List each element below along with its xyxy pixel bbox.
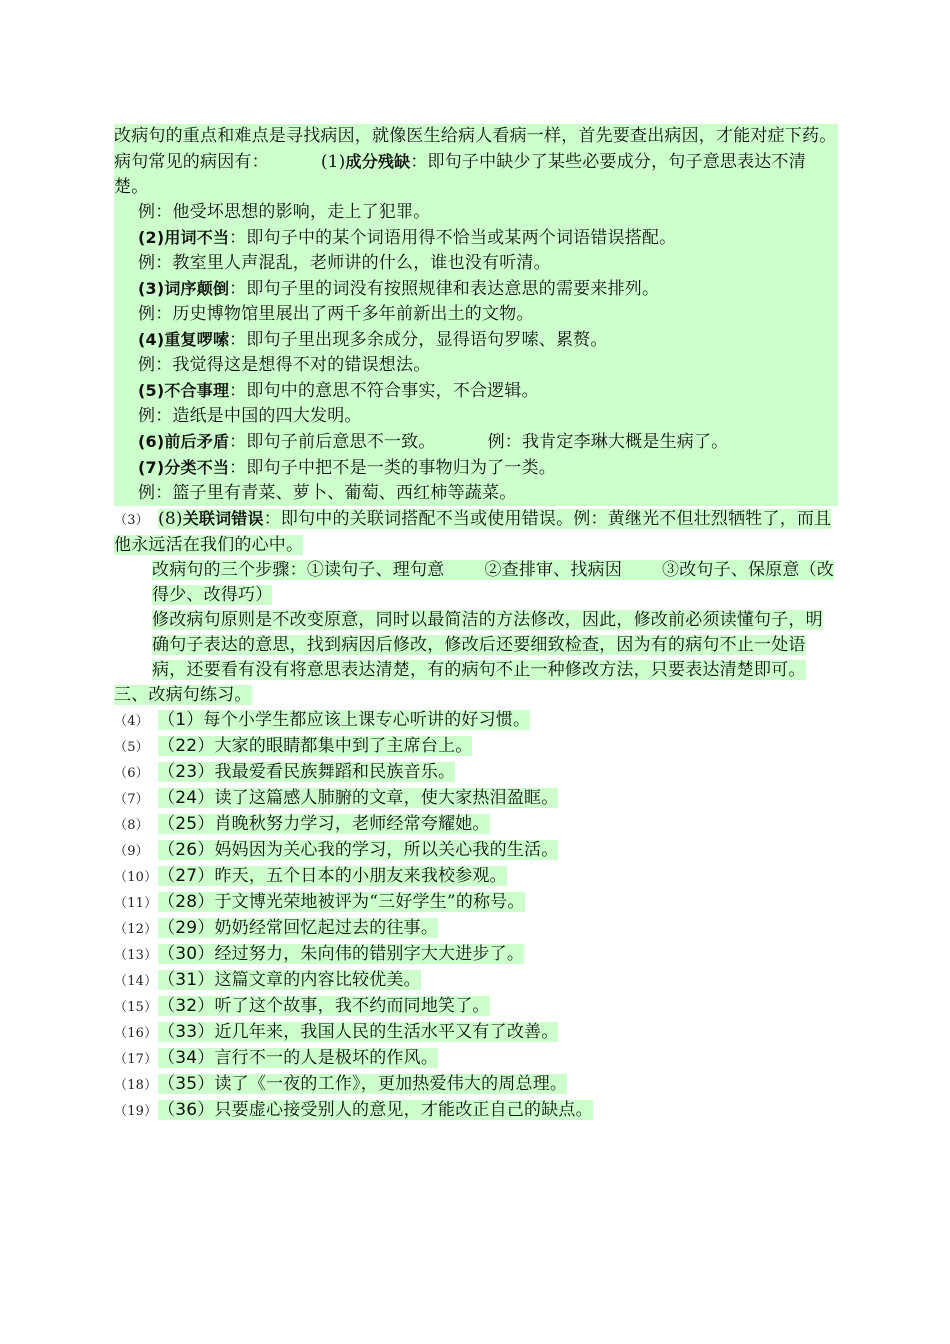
list-marker: （11） bbox=[114, 896, 158, 911]
list-marker: （8） bbox=[114, 818, 149, 833]
principle-paragraph bbox=[114, 608, 838, 683]
practice-sentence bbox=[158, 1022, 558, 1042]
list-marker: （18） bbox=[114, 1078, 158, 1093]
practice-text: 奶奶经常回忆起过去的往事。 bbox=[214, 918, 439, 938]
list-marker: （19） bbox=[114, 1104, 158, 1119]
practice-item bbox=[114, 760, 838, 786]
practice-sentence bbox=[158, 1048, 438, 1068]
practice-text: 肖晚秋努力学习，老师经常夸耀她。 bbox=[214, 814, 490, 834]
practice-sentence bbox=[158, 996, 490, 1016]
practice-item bbox=[114, 994, 838, 1020]
cause-4-def: ：即句子里出现多余成分，显得语句罗嗦、累赘。 bbox=[229, 330, 608, 350]
practice-item bbox=[114, 968, 838, 994]
practice-text: 听了这个故事，我不约而同地笑了。 bbox=[214, 996, 490, 1016]
cause-3-example: 例：历史博物馆里展出了两千多年前新出土的文物。 bbox=[138, 304, 534, 324]
causes-block bbox=[114, 124, 838, 506]
cause-1-example: 例：他受坏思想的影响，走上了犯罪。 bbox=[138, 202, 431, 222]
practice-sentence bbox=[158, 736, 472, 756]
practice-text: 大家的眼睛都集中到了主席台上。 bbox=[214, 736, 473, 756]
cause-7 bbox=[114, 455, 838, 481]
steps-label: 改病句的三个步骤： bbox=[152, 560, 307, 580]
practice-text: 言行不一的人是极坏的作风。 bbox=[214, 1048, 439, 1068]
practice-list bbox=[114, 708, 838, 1124]
list-marker: （5） bbox=[114, 740, 149, 755]
cause-6-term: (6)前后矛盾 bbox=[138, 432, 230, 451]
practice-item bbox=[114, 864, 838, 890]
practice-number: （28） bbox=[158, 892, 215, 912]
cause-1-def: ：即句子中缺少了某些必要成分，句子意思表达不清楚。 bbox=[114, 152, 806, 197]
cause-8-def: ：即句中的关联词搭配不当或使用错误。例：黄继光不但壮烈牺牲了，而且他永远活在我们的心中。 bbox=[114, 509, 832, 555]
list-marker: （13） bbox=[114, 948, 158, 963]
practice-item bbox=[114, 1046, 838, 1072]
practice-number: （35） bbox=[158, 1074, 215, 1094]
list-marker: （4） bbox=[114, 714, 149, 729]
cause-8-num: (8) bbox=[158, 509, 183, 529]
practice-sentence bbox=[158, 788, 558, 808]
principle-block bbox=[114, 608, 838, 708]
steps-tail: （改得少、改得巧） bbox=[152, 560, 835, 605]
cause-7-term: (7)分类不当 bbox=[138, 458, 230, 477]
practice-number: （29） bbox=[158, 918, 215, 938]
cause-2-term: (2)用词不当 bbox=[138, 228, 230, 247]
practice-sentence bbox=[158, 970, 421, 990]
list-marker: （6） bbox=[114, 766, 149, 781]
cause-5-term: (5)不合事理 bbox=[138, 381, 230, 400]
step-3: ③改句子、保原意 bbox=[662, 560, 800, 580]
cause-2-example: 例：教室里人声混乱，老师讲的什么，谁也没有听清。 bbox=[138, 253, 551, 273]
cause-3-term: (3)词序颠倒 bbox=[138, 279, 230, 298]
section-title: 三、改病句练习。 bbox=[114, 685, 252, 705]
practice-sentence bbox=[158, 944, 524, 964]
practice-number: （24） bbox=[158, 788, 215, 808]
cause-2-def: ：即句子中的某个词语用得不恰当或某两个词语错误搭配。 bbox=[229, 228, 677, 248]
cause-8-block bbox=[114, 506, 838, 558]
practice-number: （22） bbox=[158, 736, 215, 756]
intro-paragraph bbox=[114, 124, 838, 200]
practice-text: 我最爱看民族舞蹈和民族音乐。 bbox=[214, 762, 456, 782]
practice-item bbox=[114, 838, 838, 864]
practice-number: （30） bbox=[158, 944, 215, 964]
practice-sentence bbox=[158, 710, 530, 730]
cause-3 bbox=[114, 276, 838, 302]
steps-block bbox=[114, 558, 838, 608]
cause-5-def: ：即句中的意思不符合事实，不合逻辑。 bbox=[229, 381, 539, 401]
cause-7-def: ：即句子中把不是一类的事物归为了一类。 bbox=[229, 458, 556, 478]
principle-text: 修改病句原则是不改变原意，同时以最简洁的方法修改，因此，修改前必须读懂句子，明确句子表达的意思，找到病因后修改，修改后还要细致检查，因为有的病句不止一处语病，还要看有没有将意思表达清楚，有的病句不止一种修改方法，只要表达清楚即可。 bbox=[152, 610, 823, 680]
practice-sentence bbox=[158, 892, 525, 912]
cause-8-term: 关联词错误 bbox=[182, 509, 264, 528]
practice-item bbox=[114, 1098, 838, 1124]
cause-4-example: 例：我觉得这是想得不对的错误想法。 bbox=[138, 355, 431, 375]
practice-text: 每个小学生都应该上课专心听讲的好习惯。 bbox=[203, 710, 531, 730]
list-marker: （12） bbox=[114, 922, 158, 937]
practice-sentence bbox=[158, 1100, 593, 1120]
practice-item bbox=[114, 786, 838, 812]
step-1: ①读句子、理句意 bbox=[306, 560, 445, 580]
cause-4-term: (4)重复啰嗦 bbox=[138, 330, 230, 349]
list-marker: （15） bbox=[114, 1000, 158, 1015]
cause-6 bbox=[114, 429, 838, 455]
practice-sentence bbox=[158, 762, 455, 782]
practice-text: 这篇文章的内容比较优美。 bbox=[214, 970, 421, 990]
list-marker: （9） bbox=[114, 844, 149, 859]
practice-number: （31） bbox=[158, 970, 215, 990]
practice-text: 读了这篇感人肺腑的文章，使大家热泪盈眶。 bbox=[214, 788, 559, 808]
list-marker: （10） bbox=[114, 870, 158, 885]
practice-item bbox=[114, 1020, 838, 1046]
practice-text: 近几年来，我国人民的生活水平又有了改善。 bbox=[214, 1022, 559, 1042]
practice-text: 于文博光荣地被评为“三好学生”的称号。 bbox=[214, 892, 525, 912]
practice-item bbox=[114, 734, 838, 760]
practice-item bbox=[114, 942, 838, 968]
cause-1-term: 成分残缺 bbox=[345, 152, 411, 171]
practice-item bbox=[114, 812, 838, 838]
practice-sentence bbox=[158, 814, 490, 834]
cause-1-num: (1) bbox=[320, 152, 346, 172]
practice-item bbox=[114, 708, 838, 734]
document-page bbox=[114, 124, 838, 1124]
cause-4 bbox=[114, 327, 838, 353]
practice-text: 妈妈因为关心我的学习，所以关心我的生活。 bbox=[214, 840, 559, 860]
practice-number: （25） bbox=[158, 814, 215, 834]
practice-item bbox=[114, 890, 838, 916]
cause-6-def: ：即句子前后意思不一致。 bbox=[229, 432, 436, 452]
list-marker: （7） bbox=[114, 792, 149, 807]
intro-text: 改病句的重点和难点是寻找病因，就像医生给病人看病一样，首先要查出病因，才能对症下药。病句常见的病因有： bbox=[114, 126, 837, 172]
practice-number: （36） bbox=[158, 1100, 215, 1120]
list-marker: （17） bbox=[114, 1052, 158, 1067]
steps-paragraph bbox=[114, 558, 838, 608]
cause-6-example: 例：我肯定李琳大概是生病了。 bbox=[487, 432, 729, 452]
practice-number: （23） bbox=[158, 762, 215, 782]
cause-3-def: ：即句子里的词没有按照规律和表达意思的需要来排列。 bbox=[229, 279, 660, 299]
cause-7-example: 例：篮子里有青菜、萝卜、葡萄、西红柿等蔬菜。 bbox=[138, 483, 517, 503]
practice-number: （26） bbox=[158, 840, 215, 860]
list-marker: （16） bbox=[114, 1026, 158, 1041]
practice-number: （32） bbox=[158, 996, 215, 1016]
cause-5 bbox=[114, 378, 838, 404]
practice-sentence bbox=[158, 918, 438, 938]
practice-item bbox=[114, 1072, 838, 1098]
practice-text: 读了《一夜的工作》，更加热爱伟大的周总理。 bbox=[214, 1074, 568, 1094]
list-marker: （3） bbox=[114, 513, 149, 528]
practice-text: 经过努力，朱向伟的错别字大大进步了。 bbox=[214, 944, 525, 964]
practice-number: （1） bbox=[158, 710, 204, 730]
practice-sentence bbox=[158, 1074, 567, 1094]
step-2: ②查排审、找病因 bbox=[484, 560, 623, 580]
practice-item bbox=[114, 916, 838, 942]
practice-text: 只要虚心接受别人的意见，才能改正自己的缺点。 bbox=[214, 1100, 593, 1120]
practice-number: （34） bbox=[158, 1048, 215, 1068]
practice-sentence bbox=[158, 840, 558, 860]
practice-number: （27） bbox=[158, 866, 215, 886]
practice-number: （33） bbox=[158, 1022, 215, 1042]
cause-2 bbox=[114, 225, 838, 251]
practice-sentence bbox=[158, 866, 507, 886]
cause-8 bbox=[114, 506, 838, 558]
cause-5-example: 例：造纸是中国的四大发明。 bbox=[138, 406, 362, 426]
practice-text: 昨天，五个日本的小朋友来我校参观。 bbox=[214, 866, 507, 886]
list-marker: （14） bbox=[114, 974, 158, 989]
